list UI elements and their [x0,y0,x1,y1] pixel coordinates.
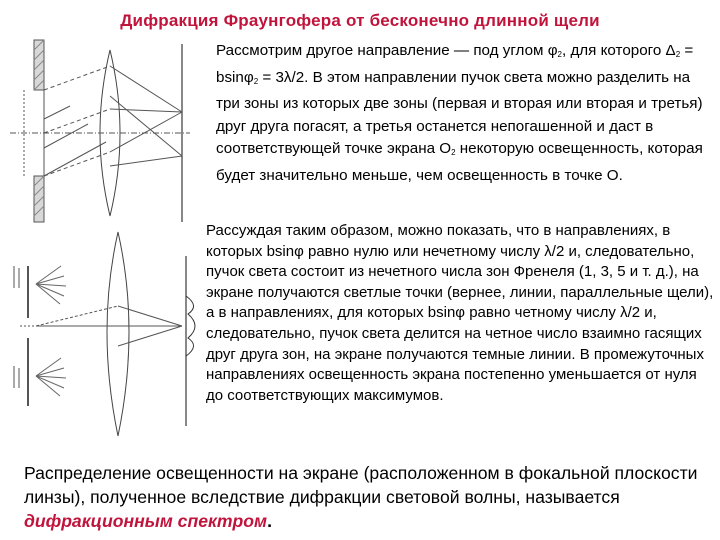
paragraph-reasoning: Рассуждая таким образом, можно показать, что в направлениях, в которых bsinφ равно нулю или нечетному числу λ/2 и, следовательно, пучок света состоит из нечетного числа зон Френеля (1, 3, 5 и т. д.), на экране получаются светлые точки (вернее, линии, параллельные щели), а в направлениях, для которых bsinφ равно четному числу λ/2 и, следовательно, пучок света делится на четное число взаимно гасящих друг друга зон, на экране получаются темные линии. В промежуточных направлениях освещенность экрана постепенно уменьшается от нуля до соответствующих максимумов. [206,222,714,404]
paragraph-definition: Распределение освещенности на экране (расположенном в фокальной плоскости линзы), полученное вследствие дифракции световой волны, называется дифракционным спектром. [24,463,698,531]
slit-three-zones-diagram [10,36,210,226]
term-diffraction-spectrum: дифракционным спектром [24,511,268,531]
paragraph-other-direction: Рассмотрим другое направление — под углом $\varphi_2$, для которого $\Delta_2 = bsin\varphi_2 = 3\lambda/2$. В этом направлении пучок света можно разделить на три зоны из которых две зоны (первая и вторая или вторая и третья) друг друга погасят, а третья останется непогашенной и даст в соответствующей точке экрана $О_2$ некоторую освещенность, которая будет значительно меньше, чем освещенность в точке О. [216,42,703,184]
slide-title: Дифракция Фраунгофера от бесконечно длинной щели [120,11,600,30]
diffraction-lens-diagram [6,226,202,456]
